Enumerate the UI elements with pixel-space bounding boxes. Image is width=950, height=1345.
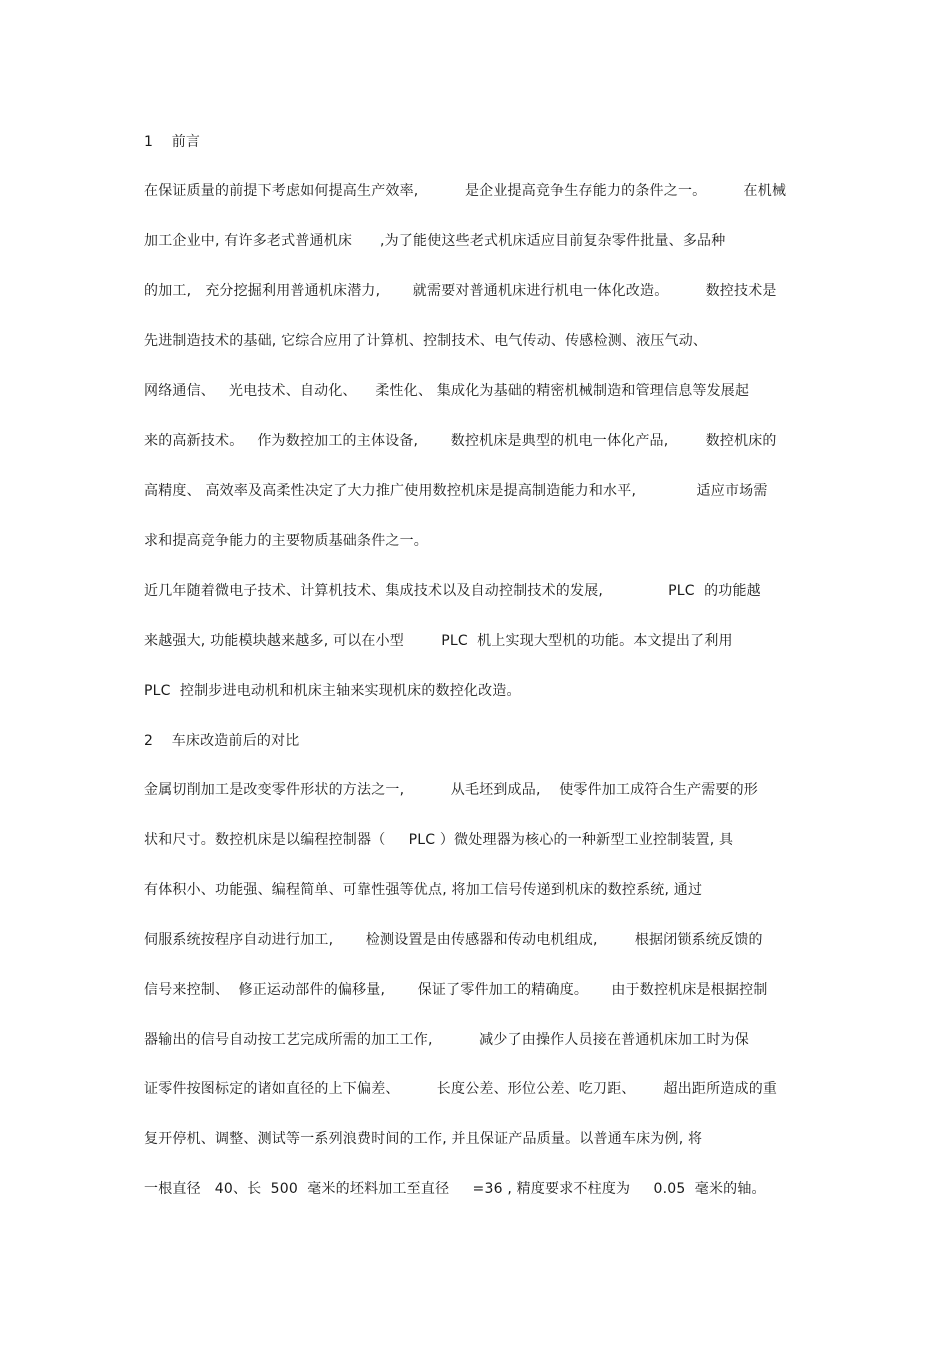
paragraph-line: 一根直径 40、长 500 毫米的坯料加工至直径 =36 , 精度要求不柱度为 0.05 毫米的轴。 xyxy=(144,1181,766,1197)
paragraph-line: 的加工, 充分挖掘利用普通机床潜力, 就需要对普通机床进行机电一体化改造。 数控技术是 xyxy=(144,283,777,299)
paragraph-line: 来的高新技术。 作为数控加工的主体设备, 数控机床是典型的机电一体化产品, 数控机床的 xyxy=(144,433,777,449)
paragraph-line: PLC 控制步进电动机和机床主轴来实现机床的数控化改造。 xyxy=(144,683,521,699)
paragraph-line: 状和尺寸。数控机床是以编程控制器（ PLC ）微处理器为核心的一种新型工业控制装置, 具 xyxy=(144,832,734,848)
paragraph-line: 来越强大, 功能模块越来越多, 可以在小型 PLC 机上实现大型机的功能。本文提出了利用 xyxy=(144,633,733,649)
paragraph-line: 有体积小、功能强、编程简单、可靠性强等优点, 将加工信号传递到机床的数控系统, 通过 xyxy=(144,882,703,898)
paragraph-line: 先进制造技术的基础, 它综合应用了计算机、控制技术、电气传动、传感检测、液压气动、 xyxy=(144,333,708,349)
paragraph-line: 伺服系统按程序自动进行加工, 检测设置是由传感器和传动电机组成, 根据闭锁系统反馈的 xyxy=(144,932,763,948)
paragraph-line: 求和提高竞争能力的主要物质基础条件之一。 xyxy=(144,533,428,549)
section-heading-introduction: 1 前言 xyxy=(144,134,201,150)
paragraph-line: 在保证质量的前提下考虑如何提高生产效率, 是企业提高竞争生存能力的条件之一。 在机械 xyxy=(144,183,787,199)
paragraph-line: 复开停机、调整、测试等一系列浪费时间的工作, 并且保证产品质量。以普通车床为例, 将 xyxy=(144,1131,703,1147)
paragraph-line: 金属切削加工是改变零件形状的方法之一, 从毛坯到成品, 使零件加工成符合生产需要的形 xyxy=(144,782,759,798)
paragraph-line: 近几年随着微电子技术、计算机技术、集成技术以及自动控制技术的发展, PLC 的功能越 xyxy=(144,583,761,599)
paragraph-line: 信号来控制、 修正运动部件的偏移量, 保证了零件加工的精确度。 由于数控机床是根据控制 xyxy=(144,982,768,998)
section-heading-lathe-comparison: 2 车床改造前后的对比 xyxy=(144,733,300,749)
paragraph-line: 器输出的信号自动按工艺完成所需的加工工作, 减少了由操作人员接在普通机床加工时为保 xyxy=(144,1032,749,1048)
paragraph-line: 高精度、 高效率及高柔性决定了大力推广使用数控机床是提高制造能力和水平, 适应市场需 xyxy=(144,483,768,499)
paragraph-line: 证零件按图标定的诸如直径的上下偏差、 长度公差、形位公差、吃刀距、 超出距所造成的重 xyxy=(144,1081,778,1097)
paragraph-line: 网络通信、 光电技术、自动化、 柔性化、 集成化为基础的精密机械制造和管理信息等发展起 xyxy=(144,383,750,399)
paragraph-line: 加工企业中, 有许多老式普通机床 ,为了能使这些老式机床适应目前复杂零件批量、多品种 xyxy=(144,233,726,249)
